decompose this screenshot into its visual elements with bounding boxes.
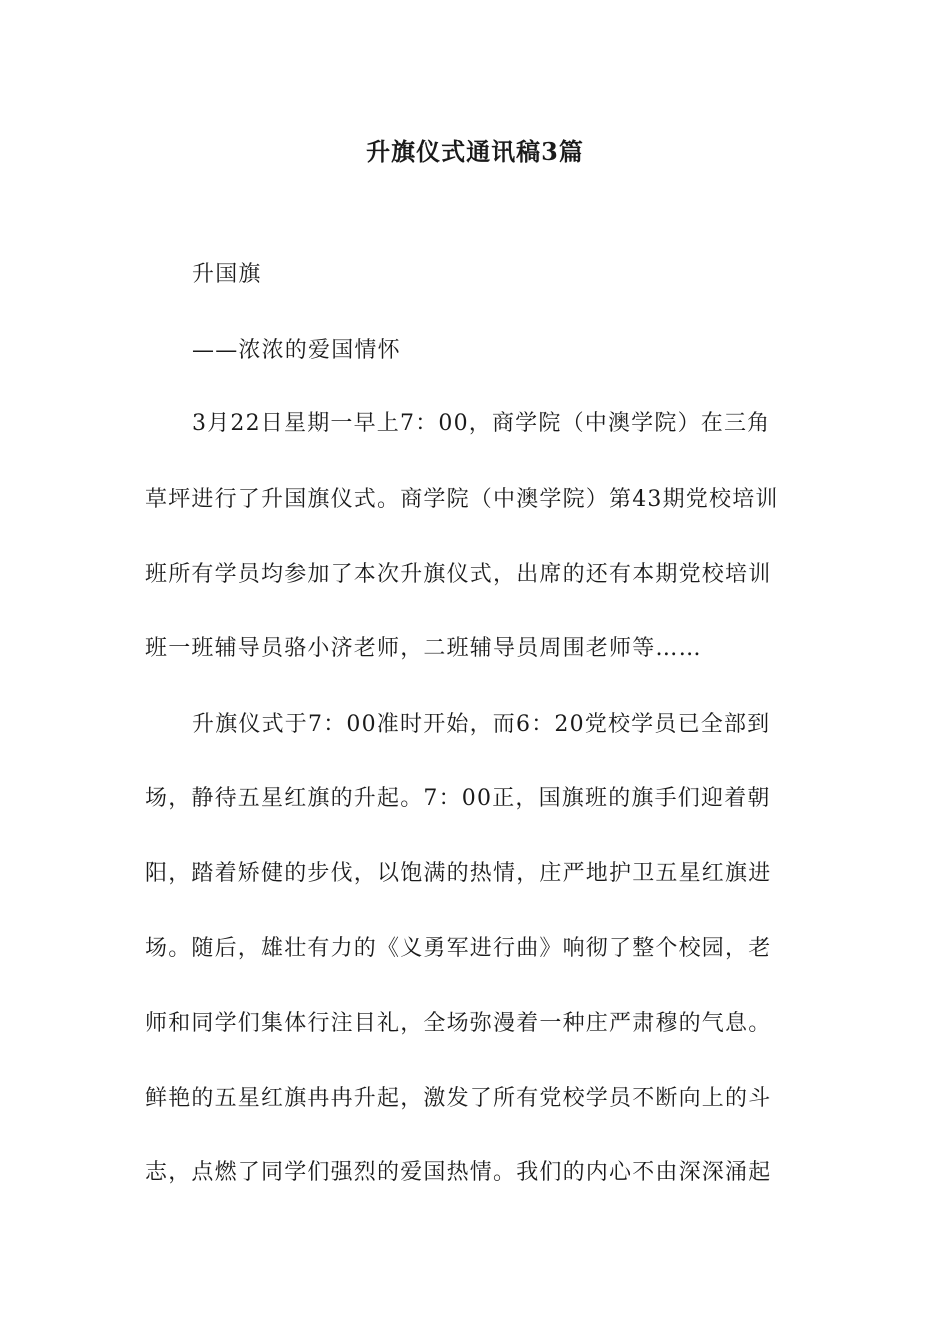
section-subheading: ——浓浓的爱国情怀 xyxy=(192,338,401,363)
paragraph-line: 3月22日星期一早上7：00，商学院（中澳学院）在三角 xyxy=(192,411,771,436)
paragraph-line: 师和同学们集体行注目礼，全场弥漫着一种庄严肃穆的气息。 xyxy=(145,1011,772,1036)
document-title: 升旗仪式通讯稿3篇 xyxy=(366,137,584,166)
section-heading: 升国旗 xyxy=(192,262,262,287)
paragraph-line: 升旗仪式于7：00准时开始，而6：20党校学员已全部到 xyxy=(192,712,771,737)
paragraph-line: 阳，踏着矫健的步伐，以饱满的热情，庄严地护卫五星红旗进 xyxy=(145,861,772,886)
paragraph-line: 班一班辅导员骆小济老师，二班辅导员周围老师等…… xyxy=(145,636,702,661)
paragraph-line: 场，静待五星红旗的升起。7：00正，国旗班的旗手们迎着朝 xyxy=(145,786,771,811)
paragraph-line: 鲜艳的五星红旗冉冉升起，激发了所有党校学员不断向上的斗 xyxy=(145,1086,772,1111)
paragraph-line: 草坪进行了升国旗仪式。商学院（中澳学院）第43期党校培训 xyxy=(145,487,779,512)
paragraph-line: 班所有学员均参加了本次升旗仪式，出席的还有本期党校培训 xyxy=(145,562,772,587)
paragraph-line: 场。随后，雄壮有力的《义勇军进行曲》响彻了整个校园，老 xyxy=(145,936,772,961)
paragraph-line: 志，点燃了同学们强烈的爱国热情。我们的内心不由深深涌起 xyxy=(145,1160,772,1185)
